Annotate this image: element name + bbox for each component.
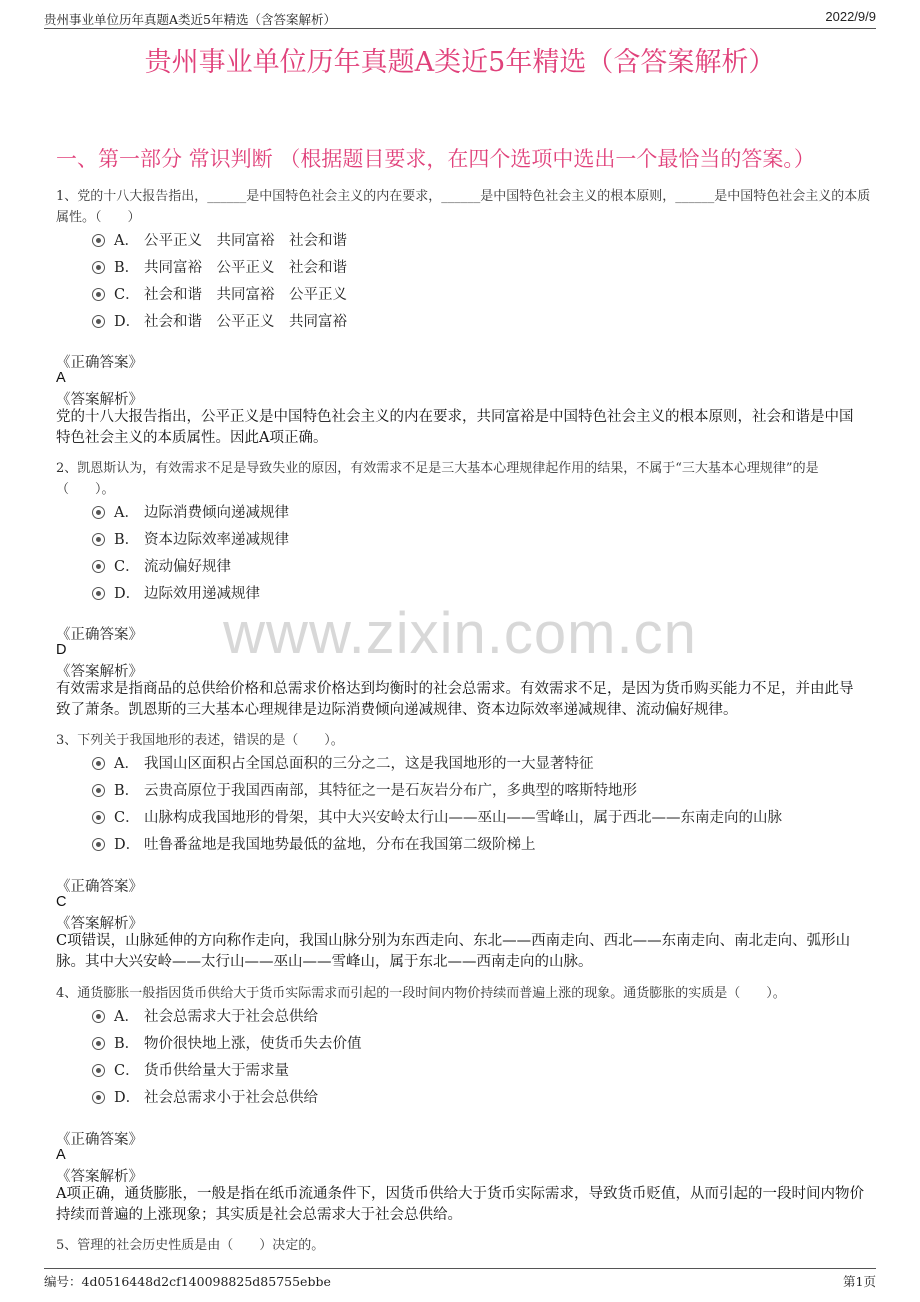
page-footer xyxy=(44,1268,876,1291)
radio-icon[interactable] xyxy=(92,757,105,770)
radio-icon[interactable] xyxy=(92,234,105,247)
question-4-option-b[interactable]: B． 物价很快地上涨，使货币失去价值 xyxy=(92,1032,362,1053)
radio-icon[interactable] xyxy=(92,1037,105,1050)
radio-icon[interactable] xyxy=(92,560,105,573)
question-1-option-d[interactable]: D． 社会和谐 公平正义 共同富裕 xyxy=(92,310,347,331)
question-2-option-b[interactable]: B． 资本边际效率递减规律 xyxy=(92,528,289,549)
question-5-text: 5、管理的社会历史性质是由（ ）决定的。 xyxy=(56,1238,325,1253)
question-4-answer: A xyxy=(56,1147,66,1163)
question-4-option-d[interactable]: D． 社会总需求小于社会总供给 xyxy=(92,1086,318,1107)
question-3-answer: C xyxy=(56,894,67,910)
radio-icon[interactable] xyxy=(92,506,105,519)
header-date: 2022/9/9 xyxy=(825,9,876,24)
radio-icon[interactable] xyxy=(92,587,105,600)
header-doc-title: 贵州事业单位历年真题A类近5年精选（含答案解析） xyxy=(44,12,336,27)
answer-label: 《正确答案》 xyxy=(56,879,143,895)
radio-icon[interactable] xyxy=(92,533,105,546)
answer-label: 《正确答案》 xyxy=(56,355,143,371)
question-4-option-c[interactable]: C． 货币供给量大于需求量 xyxy=(92,1059,289,1080)
radio-icon[interactable] xyxy=(92,1010,105,1023)
question-2-analysis: 有效需求是指商品的总供给价格和总需求价格达到均衡时的社会总需求。有效需求不足，是因为货币购买能力不足，并由此导致了萧条。凯恩斯的三大基本心理规律是边际消费倾向递减规律、资本边际效率递减规律、流动偏好规律。 xyxy=(56,681,854,718)
analysis-label: 《答案解析》 xyxy=(56,1169,143,1185)
analysis-label: 《答案解析》 xyxy=(56,916,143,932)
analysis-label: 《答案解析》 xyxy=(56,392,143,408)
answer-label: 《正确答案》 xyxy=(56,627,143,643)
question-3-analysis: C项错误，山脉延伸的方向称作走向，我国山脉分别为东西走向、东北——西南走向、西北——东南走向、南北走向、弧形山脉。其中大兴安岭——太行山——巫山——雪峰山，属于东北——西南走向的山脉。 xyxy=(56,933,851,970)
question-2-answer: D xyxy=(56,642,67,658)
section-heading: 一、第一部分 常识判断 （根据题目要求，在四个选项中选出一个最恰当的答案。） xyxy=(56,147,815,171)
question-4-text: 4、通货膨胀一般指因货币供给大于货币实际需求而引起的一段时间内物价持续而普遍上涨的现象。通货膨胀的实质是（ ）。 xyxy=(56,986,786,1001)
question-1-answer: A xyxy=(56,370,66,386)
radio-icon[interactable] xyxy=(92,261,105,274)
question-4-analysis: A项正确，通货膨胀，一般是指在纸币流通条件下，因货币供给大于货币实际需求，导致货币贬值，从而引起的一段时间内物价持续而普遍的上涨现象；其实质是社会总需求大于社会总供给。 xyxy=(56,1186,864,1223)
question-2-option-c[interactable]: C． 流动偏好规律 xyxy=(92,555,231,576)
page-header xyxy=(44,6,876,29)
question-2-option-d[interactable]: D． 边际效用递减规律 xyxy=(92,582,260,603)
analysis-label: 《答案解析》 xyxy=(56,664,143,680)
radio-icon[interactable] xyxy=(92,838,105,851)
question-4-option-a[interactable]: A． 社会总需求大于社会总供给 xyxy=(92,1005,318,1026)
question-1-option-c[interactable]: C． 社会和谐 共同富裕 公平正义 xyxy=(92,283,347,304)
radio-icon[interactable] xyxy=(92,784,105,797)
question-1-option-b[interactable]: B． 共同富裕 公平正义 社会和谐 xyxy=(92,256,347,277)
question-1-text: 1、党的十八大报告指出，______是中国特色社会主义的内在要求，______是中国特色社会主义的根本原则，______是中国特色社会主义的本质属性。（ ） xyxy=(56,189,871,225)
question-1-analysis: 党的十八大报告指出，公平正义是中国特色社会主义的内在要求，共同富裕是中国特色社会主义的根本原则，社会和谐是中国特色社会主义的本质属性。因此A项正确。 xyxy=(56,409,854,446)
question-2-text: 2、凯恩斯认为，有效需求不足是导致失业的原因，有效需求不足是三大基本心理规律起作用的结果，不属于“三大基本心理规律”的是（ ）。 xyxy=(56,461,819,497)
radio-icon[interactable] xyxy=(92,1091,105,1104)
question-3-option-a[interactable]: A． 我国山区面积占全国总面积的三分之二，这是我国地形的一大显著特征 xyxy=(92,752,594,773)
footer-page-number: 第1页 xyxy=(843,1274,876,1289)
question-3-text: 3、下列关于我国地形的表述，错误的是（ ）。 xyxy=(56,733,344,748)
question-3-option-c[interactable]: C． 山脉构成我国地形的骨架，其中大兴安岭太行山——巫山——雪峰山，属于西北——东南走向的山脉 xyxy=(92,806,782,827)
question-3-option-b[interactable]: B． 云贵高原位于我国西南部，其特征之一是石灰岩分布广，多典型的喀斯特地形 xyxy=(92,779,637,800)
document-title: 贵州事业单位历年真题A类近5年精选（含答案解析） xyxy=(144,47,776,78)
question-3-option-d[interactable]: D． 吐鲁番盆地是我国地势最低的盆地，分布在我国第二级阶梯上 xyxy=(92,833,536,854)
radio-icon[interactable] xyxy=(92,811,105,824)
radio-icon[interactable] xyxy=(92,288,105,301)
radio-icon[interactable] xyxy=(92,315,105,328)
question-1-option-a[interactable]: A． 公平正义 共同富裕 社会和谐 xyxy=(92,229,347,250)
watermark: www.zixin.com.cn xyxy=(223,601,697,666)
radio-icon[interactable] xyxy=(92,1064,105,1077)
answer-label: 《正确答案》 xyxy=(56,1132,143,1148)
question-2-option-a[interactable]: A． 边际消费倾向递减规律 xyxy=(92,501,289,522)
footer-doc-id: 编号：4d0516448d2cf140098825d85755ebbe xyxy=(44,1274,331,1289)
